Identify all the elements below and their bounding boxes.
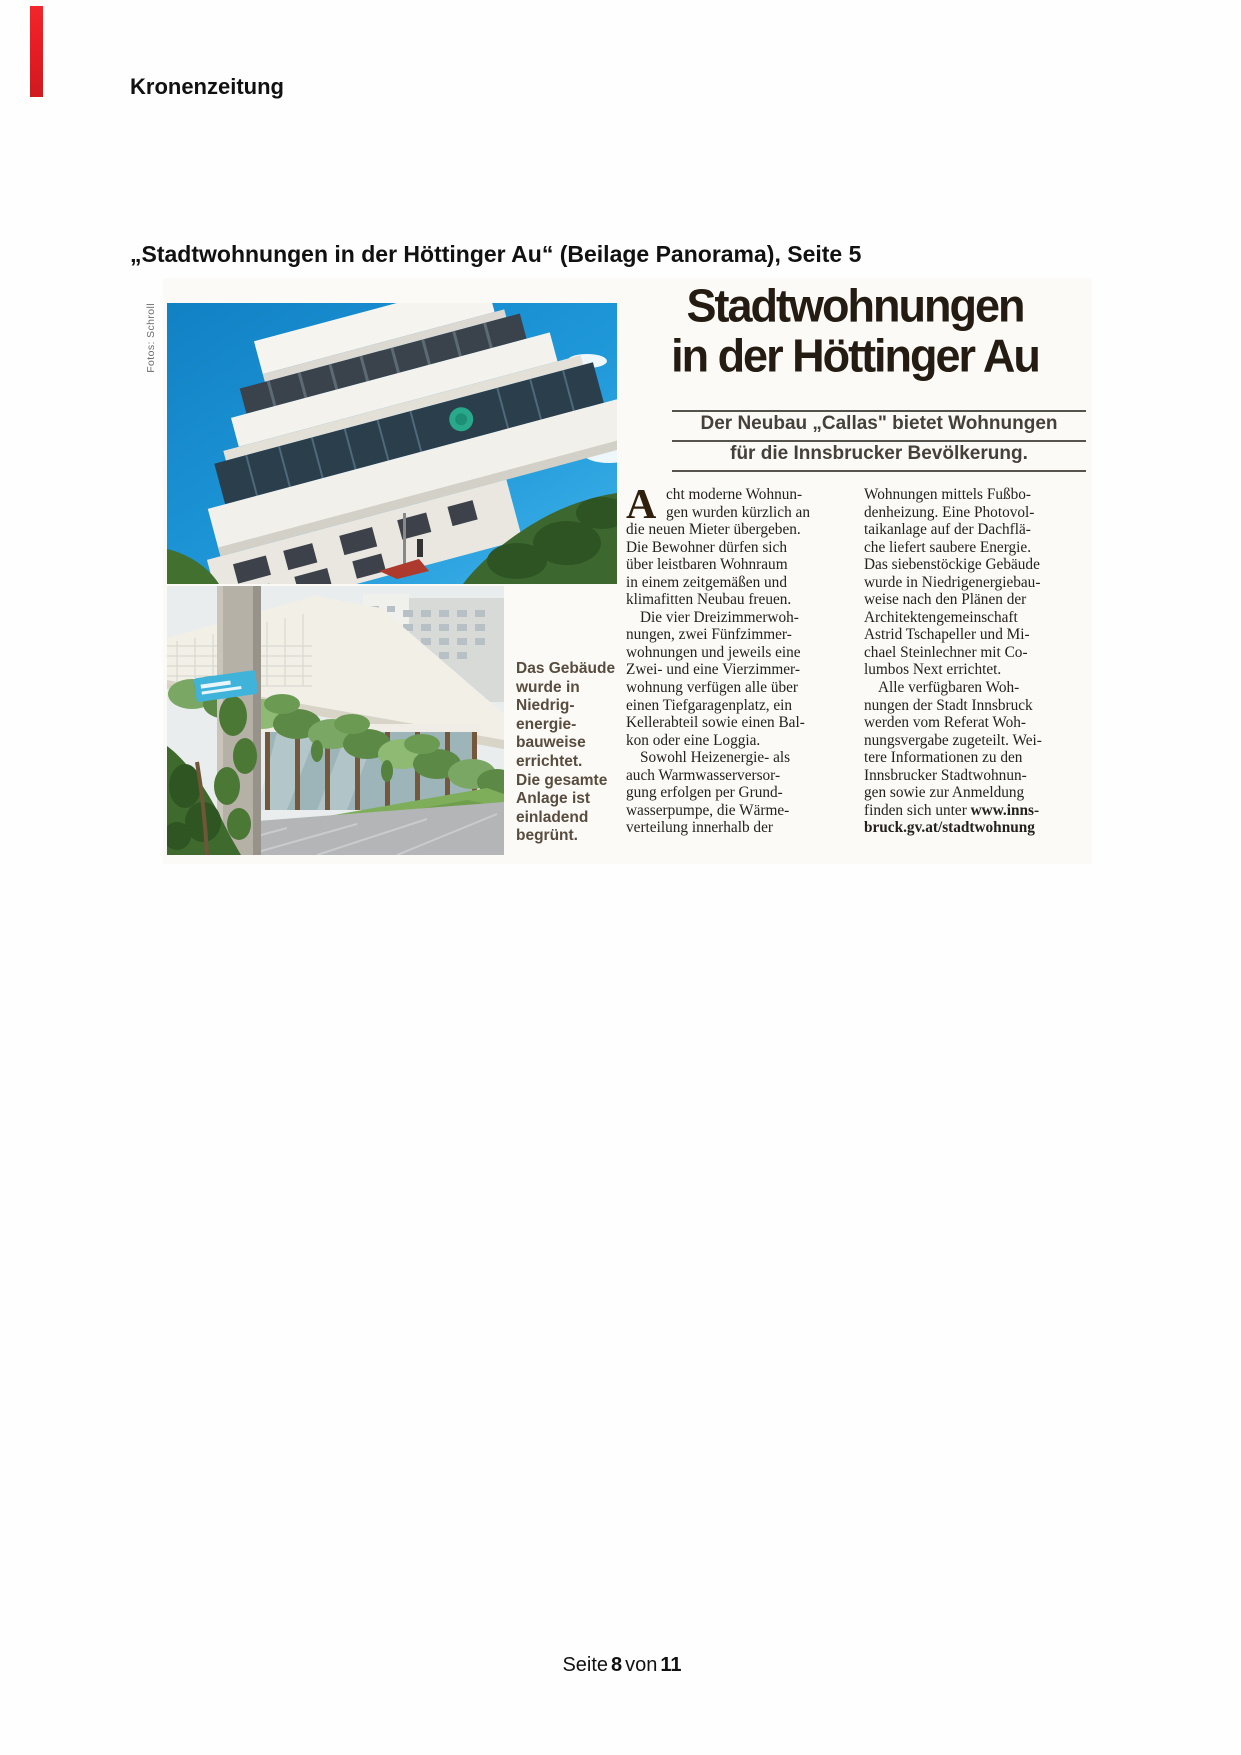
caption-line: Die gesamte (516, 771, 608, 789)
article-line: nungsvergabe zugeteilt. Wei- (864, 731, 1042, 749)
article-line: gung erfolgen per Grund- (626, 784, 783, 802)
article-line: Alle verfügbaren Woh- (878, 679, 1020, 697)
garden-photo (167, 586, 504, 855)
caption-line: wurde in (516, 678, 580, 696)
page-footer (0, 1654, 1241, 1677)
article-line: tere Informationen zu den (864, 749, 1023, 767)
article-line: verteilung innerhalb der (626, 819, 773, 837)
article-line: gen sowie zur Anmeldung (864, 784, 1025, 802)
caption-line: einladend (516, 808, 589, 826)
article-line: taikanlage auf der Dachflä- (864, 521, 1031, 539)
article-line: wasserpumpe, die Wärme- (626, 801, 790, 819)
photo-credit: Fotos: Schroll (145, 303, 157, 373)
article-line: Kellerabteil sowie einen Bal- (626, 714, 805, 732)
article-line: werden vom Referat Woh- (864, 714, 1027, 732)
caption-line: errichtet. (516, 752, 583, 770)
clipping-title: „Stadtwohnungen in der Höttinger Au“ (Beilage Panorama), Seite 5 (130, 241, 862, 267)
article-column-1 (626, 482, 857, 837)
caption-line: Anlage ist (516, 790, 591, 808)
article-line: weise nach den Plänen der (864, 591, 1027, 609)
article-line: wohnung verfügen alle über (626, 679, 799, 697)
subtitle-rule-bottom (672, 470, 1086, 472)
article-line: bruck.gv.at/stadtwohnung (864, 819, 1035, 837)
article-line: Sowohl Heizenergie- als (640, 749, 791, 767)
caption-line: Das Gebäude (516, 660, 616, 677)
article-line: gen wurden kürzlich an (666, 503, 810, 521)
garden-photo-art (167, 586, 504, 855)
article-line: Innsbrucker Stadtwohnun- (864, 766, 1027, 784)
article-line: kon oder eine Loggia. (626, 731, 761, 749)
footer-conjunction: von (625, 1654, 658, 1676)
headline-line-1: Stadtwohnungen (686, 278, 1024, 332)
article-line: Wohnungen mittels Fußbo- (864, 486, 1032, 503)
article-line: einen Tiefgaragenplatz, ein (626, 696, 793, 714)
article-subtitle-line-1: Der Neubau „Callas" bietet Wohnungen (700, 413, 1058, 434)
article-line: Das siebenstöckige Gebäude (864, 556, 1040, 574)
footer-prefix: Seite (562, 1654, 609, 1676)
article-line: finden sich unter www.inns- (864, 801, 1040, 819)
article-line: in einem zeitgemäßen und (626, 573, 787, 591)
building-photo (167, 303, 617, 584)
caption-line: begrünt. (516, 827, 578, 845)
article-line: wurde in Niedrigenergiebau- (864, 573, 1041, 591)
article-subtitle-line-2: für die Innsbrucker Bevölkerung. (730, 443, 1028, 464)
photo-caption (516, 660, 628, 846)
headline-line-2: in der Höttinger Au (671, 328, 1039, 382)
article-line: auch Warmwasserversor- (626, 766, 781, 784)
source-title: Kronenzeitung (130, 74, 284, 99)
article-line: wohnungen und jeweils eine (626, 643, 801, 661)
drop-cap: A (626, 482, 657, 528)
article-line: Die vier Dreizimmerwoh- (640, 608, 799, 626)
caption-line: Niedrig- (516, 697, 575, 715)
subtitle-rule-middle (672, 440, 1086, 442)
article-headline (620, 278, 1090, 382)
article-line: Architektengemeinschaft (864, 608, 1018, 626)
article-line: chael Steinlechner mit Co- (864, 643, 1028, 661)
caption-line: bauweise (516, 734, 586, 752)
article-column-2 (864, 486, 1088, 837)
subtitle-rule-top (672, 410, 1086, 412)
article-line: cht moderne Wohnun- (666, 486, 803, 503)
red-margin-mark (30, 6, 43, 97)
article-line: Die Bewohner dürfen sich (626, 538, 787, 556)
footer-page-number: 8 (611, 1654, 623, 1676)
article-line: lumbos Next errichtet. (864, 661, 1002, 679)
article-line: die neuen Mieter übergeben. (626, 521, 801, 539)
caption-line: energie- (516, 715, 577, 733)
article-line: Zwei- und eine Vierzimmer- (626, 661, 800, 679)
footer-page-total: 11 (660, 1654, 682, 1676)
article-line: über leistbaren Wohnraum (626, 556, 788, 574)
article-line: Astrid Tschapeller und Mi- (864, 626, 1030, 644)
article-line: nungen der Stadt Innsbruck (864, 696, 1033, 714)
article-line: denheizung. Eine Photovol- (864, 503, 1035, 521)
article-line: che liefert saubere Energie. (864, 538, 1032, 556)
article-line: klimafitten Neubau freuen. (626, 591, 792, 609)
article-line: nungen, zwei Fünfzimmer- (626, 626, 792, 644)
building-photo-art (167, 303, 617, 584)
